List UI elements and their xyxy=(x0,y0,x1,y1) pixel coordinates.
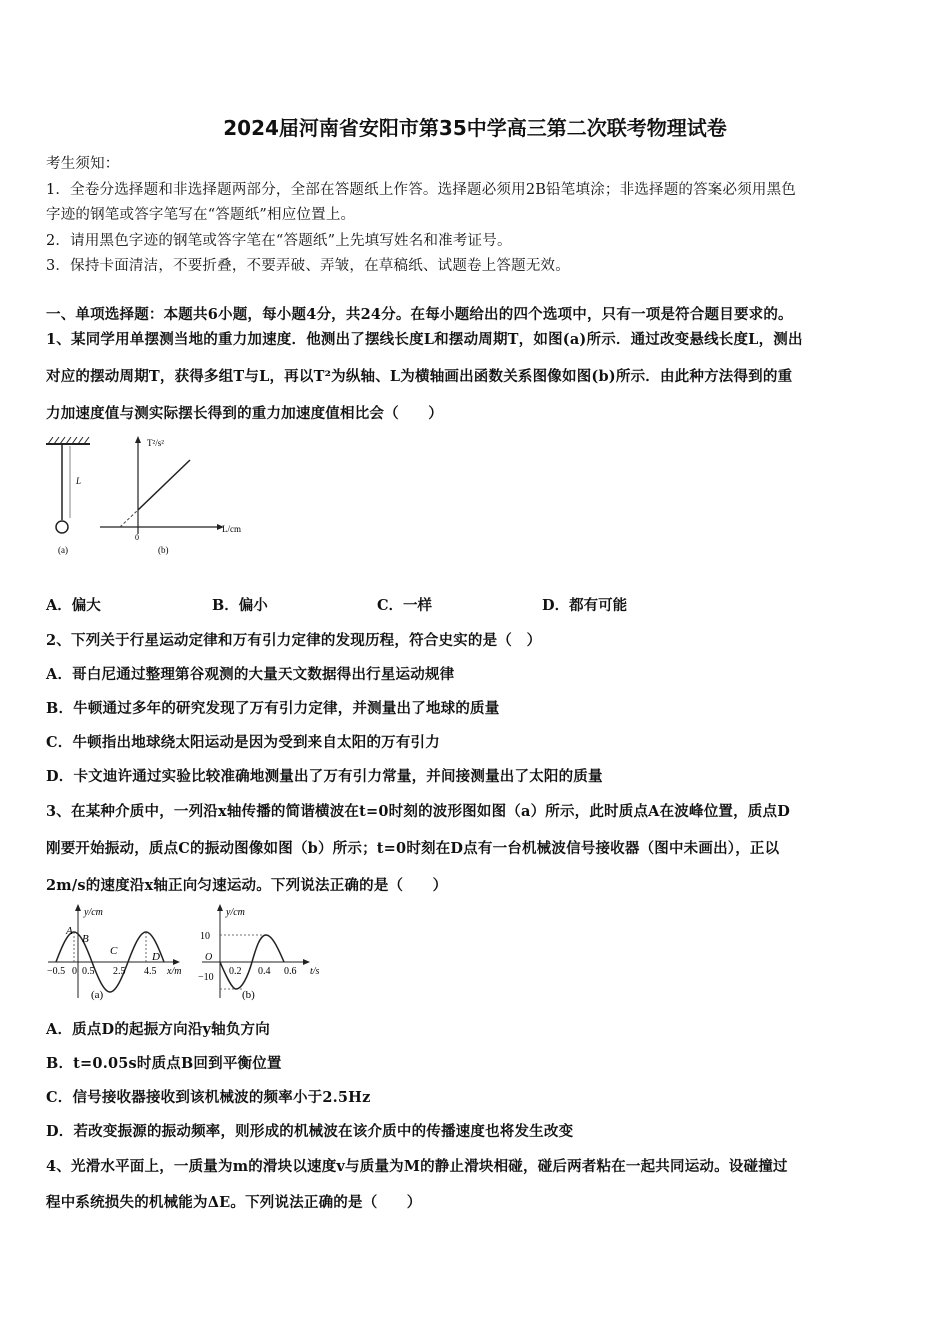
tick-0-2: 0.2 xyxy=(229,966,242,977)
point-d-label: D xyxy=(152,951,160,963)
tick-neg-0-5: −0.5 xyxy=(47,966,66,977)
notice-item-1: 1．全卷分选择题和非选择题两部分，全部在答题纸上作答。选择题必须用2B铅笔填涂；非选择题的答案必须用黑色 xyxy=(46,182,797,198)
q3-option-b[interactable]: B．t=0.05s时质点B回到平衡位置 xyxy=(46,1055,282,1072)
q4-stem-line2: 程中系统损失的机械能为ΔE。下列说法正确的是（ ） xyxy=(46,1194,422,1211)
q2-stem: 2、下列关于行星运动定律和万有引力定律的发现历程，符合史实的是（ ） xyxy=(46,632,542,649)
q1-option-b[interactable]: B．偏小 xyxy=(212,597,268,614)
figure-a-caption: (a) xyxy=(58,545,68,555)
q2-option-c[interactable]: C．牛顿指出地球绕太阳运动是因为受到来自太阳的万有引力 xyxy=(46,734,440,751)
q3-option-a[interactable]: A．质点D的起振方向沿y轴负方向 xyxy=(46,1021,270,1038)
tick-neg-10: −10 xyxy=(198,972,214,983)
tick-2-5: 2.5 xyxy=(113,966,126,977)
t-axis-label: t/s xyxy=(310,966,320,977)
tick-zero: 0 xyxy=(72,966,77,977)
q1-stem-line3: 力加速度值与测实际摆长得到的重力加速度值相比会（ ） xyxy=(46,405,443,422)
q2-option-b[interactable]: B．牛顿通过多年的研究发现了万有引力定律，并测量出了地球的质量 xyxy=(46,700,500,717)
section-heading: 一、单项选择题：本题共6小题，每小题4分，共24分。在每小题给出的四个选项中，只有一项是符合题目要求的。 xyxy=(46,306,793,323)
length-axis-label: L/cm xyxy=(222,524,241,534)
q3-stem-line1: 3、在某种介质中，一列沿x轴传播的简谐横波在t=0时刻的波形图如图（a）所示，此时质点A在波峰位置，质点D xyxy=(46,803,790,820)
tick-4-5: 4.5 xyxy=(144,966,157,977)
q3-option-c[interactable]: C．信号接收器接收到该机械波的频率小于2.5Hz xyxy=(46,1089,371,1106)
point-c-label: C xyxy=(110,945,118,957)
figure-b-caption: (b) xyxy=(158,545,169,555)
exam-title: 2024届河南省安阳市第35中学高三第二次联考物理试卷 xyxy=(223,116,727,140)
notice-item-3: 3．保持卡面清洁，不要折叠，不要弄破、弄皱，在草稿纸、试题卷上答题无效。 xyxy=(46,258,570,274)
q3-stem-line2: 刚要开始振动，质点C的振动图像如图（b）所示；t=0时刻在D点有一台机械波信号接收器（图中未画出），正以 xyxy=(46,840,780,857)
q1-option-a[interactable]: A．偏大 xyxy=(46,597,101,614)
q2-option-a[interactable]: A．哥白尼通过整理第谷观测的大量天文数据得出行星运动规律 xyxy=(46,666,455,683)
q4-stem-line1: 4、光滑水平面上，一质量为m的滑块以速度v与质量为M的静止滑块相碰，碰后两者粘在一起共同运动。设碰撞过 xyxy=(46,1158,788,1175)
t-squared-axis-label: T²/s² xyxy=(147,438,164,448)
pendulum-figure xyxy=(40,432,250,562)
length-label: L xyxy=(76,476,82,486)
tick-0-6: 0.6 xyxy=(284,966,297,977)
q3-option-d[interactable]: D．若改变振源的振动频率，则形成的机械波在该介质中的传播速度也将发生改变 xyxy=(46,1123,574,1140)
q3-stem-line3: 2m/s的速度沿x轴正向匀速运动。下列说法正确的是（ ） xyxy=(46,877,448,894)
q1-stem-line2: 对应的摆动周期T，获得多组T与L，再以T²为纵轴、L为横轴画出函数关系图像如图(b)所示．由此种方法得到的重 xyxy=(46,368,793,385)
tick-0-5: 0.5 xyxy=(82,966,95,977)
tick-0-4: 0.4 xyxy=(258,966,271,977)
origin-label: 0 xyxy=(135,533,139,542)
tick-10: 10 xyxy=(200,931,210,942)
q1-option-d[interactable]: D．都有可能 xyxy=(542,597,628,614)
y-axis-label: y/cm xyxy=(84,907,103,918)
origin-label: O xyxy=(205,952,213,963)
figure-a-caption: (a) xyxy=(91,989,104,1001)
notice-item-1-cont: 字迹的钢笔或答字笔写在“答题纸”相应位置上。 xyxy=(46,207,356,223)
point-a-label: A xyxy=(66,925,73,937)
vibration-graph-b xyxy=(196,902,332,1004)
q1-option-c[interactable]: C．一样 xyxy=(377,597,433,614)
q2-option-d[interactable]: D．卡文迪许通过实验比较准确地测量出了万有引力常量，并间接测量出了太阳的质量 xyxy=(46,768,603,785)
y-axis-label: y/cm xyxy=(226,907,245,918)
x-axis-label: x/m xyxy=(167,966,182,977)
notice-heading: 考生须知： xyxy=(46,156,120,172)
notice-item-2: 2．请用黑色字迹的钢笔或答字笔在“答题纸”上先填写姓名和准考证号。 xyxy=(46,233,512,249)
q1-stem-line1: 1、某同学用单摆测当地的重力加速度．他测出了摆线长度L和摆动周期T，如图(a)所示．通过改变悬线长度L，测出 xyxy=(46,331,803,348)
wave-graph-a xyxy=(44,902,194,1004)
figure-b-caption: (b) xyxy=(242,989,255,1001)
point-b-label: B xyxy=(82,933,89,945)
